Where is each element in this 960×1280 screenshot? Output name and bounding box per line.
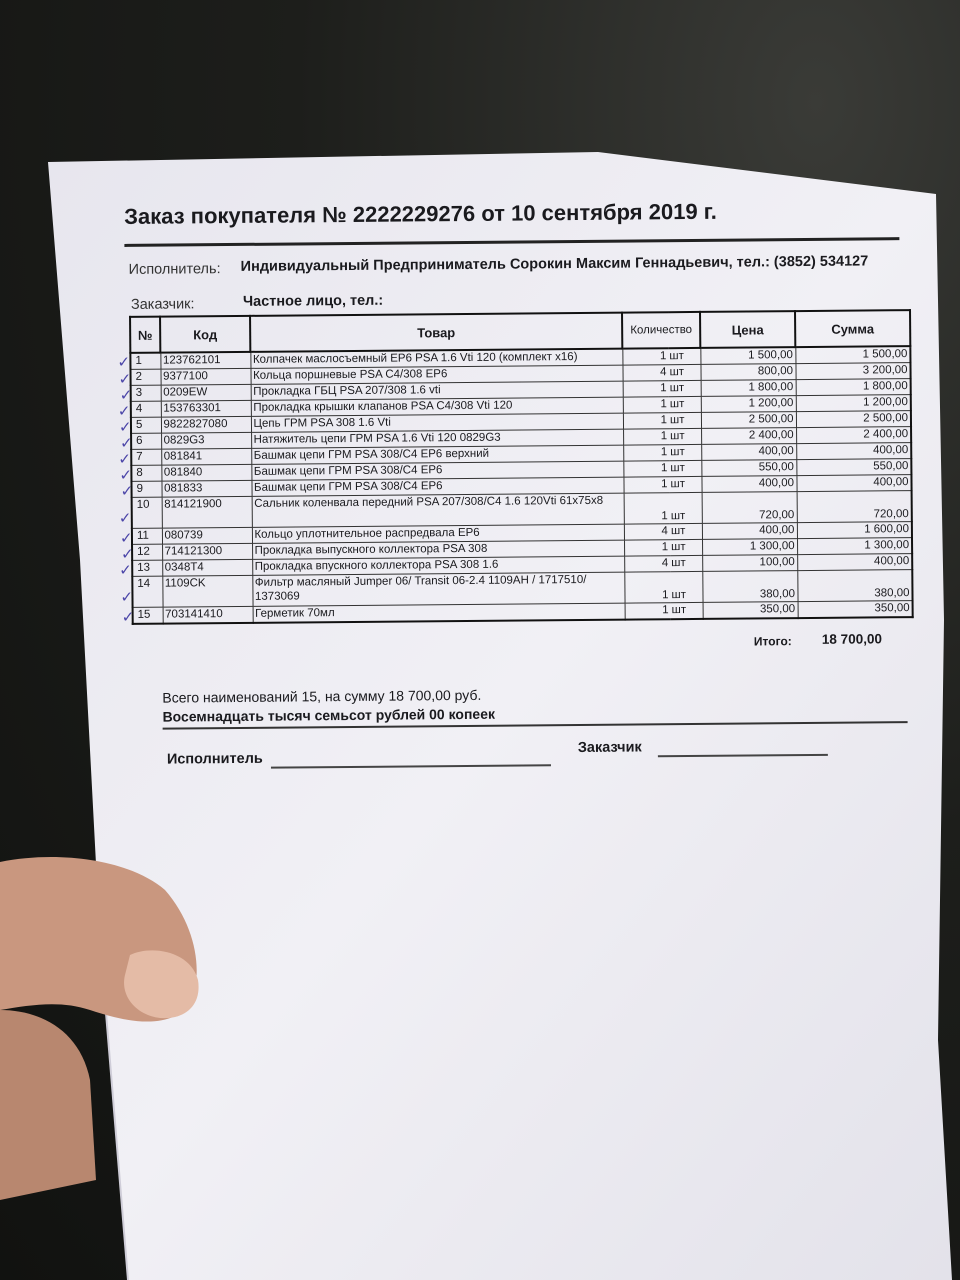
row-qty: 1 — [623, 445, 669, 461]
row-price: 380,00 — [702, 571, 797, 603]
row-unit: шт — [670, 555, 702, 571]
row-price: 720,00 — [702, 492, 797, 524]
row-unit: шт — [669, 428, 701, 444]
customer-label: Заказчик: — [130, 296, 195, 313]
header-code: Код — [160, 316, 250, 353]
row-sum: 1 200,00 — [796, 395, 911, 412]
row-qty: 4 — [624, 524, 670, 540]
row-code: 714121300 — [162, 543, 252, 560]
row-unit: шт — [671, 602, 703, 619]
row-unit: шт — [669, 460, 701, 476]
row-unit: шт — [670, 539, 702, 555]
document-title: Заказ покупателя № 2222229276 от 10 сентября 2019 г. — [124, 198, 717, 229]
row-sum: 400,00 — [796, 475, 911, 492]
row-code: 081833 — [161, 480, 251, 497]
row-sum: 1 300,00 — [797, 538, 912, 555]
checkmark-icon: ✓ — [117, 352, 131, 372]
row-name: Башмак цепи ГРМ PSA 308/C4 EP6 — [251, 461, 623, 480]
row-name: Прокладка ГБЦ PSA 207/308 1.6 vti — [251, 381, 623, 400]
row-qty: 1 — [623, 477, 669, 493]
row-price: 1 800,00 — [701, 380, 796, 397]
row-price: 350,00 — [703, 602, 798, 619]
row-code: 0829G3 — [161, 432, 251, 449]
row-qty: 1 — [625, 603, 671, 620]
row-sum: 1 800,00 — [796, 379, 911, 396]
checkmark-icon: ✓ — [120, 481, 134, 500]
row-number: 11 — [132, 528, 162, 544]
row-number: 9 — [131, 481, 161, 497]
header-num: № — [130, 317, 160, 353]
row-sum: 3 200,00 — [795, 363, 910, 380]
row-code: 0209EW — [161, 384, 251, 401]
row-name: Прокладка выпускного коллектора PSA 308 — [252, 540, 624, 559]
row-number: 12 — [132, 544, 162, 560]
row-price: 1 300,00 — [702, 539, 797, 556]
row-number: 1 — [130, 353, 160, 370]
row-price: 100,00 — [702, 555, 797, 572]
signature-customer-label: Заказчик — [577, 739, 642, 757]
checkmark-icon: ✓ — [117, 401, 131, 421]
executor-value: Индивидуальный Предприниматель Сорокин Максим Геннадьевич, тел.: (3852) 534127 — [240, 253, 869, 275]
row-number: 3 — [131, 385, 161, 401]
checkmark-icon: ✓ — [118, 449, 131, 469]
invoice-document — [118, 191, 913, 818]
row-number: 4 — [131, 401, 161, 417]
row-unit: шт — [669, 396, 701, 412]
row-number: 13 — [132, 560, 162, 576]
row-qty: 1 — [622, 348, 668, 365]
row-name: Прокладка впускного коллектора PSA 308 1.6 — [252, 556, 624, 575]
row-code: 080739 — [162, 527, 252, 544]
checkmark-icon: ✓ — [121, 544, 134, 563]
row-sum: 1 500,00 — [795, 346, 910, 364]
row-number: 7 — [131, 449, 161, 465]
row-number: 5 — [131, 417, 161, 433]
row-code: 081840 — [161, 464, 251, 481]
row-price: 550,00 — [701, 460, 796, 477]
row-sum: 720,00 — [797, 491, 912, 523]
row-name: Цепь ГРМ PSA 308 1.6 Vti — [251, 413, 623, 432]
row-code: 081841 — [161, 448, 251, 465]
row-price: 400,00 — [702, 523, 797, 540]
row-qty: 1 — [623, 461, 669, 477]
total-label: Итого: — [753, 634, 792, 649]
row-price: 400,00 — [701, 444, 796, 461]
total-value: 18 700,00 — [821, 631, 883, 647]
row-sum: 2 500,00 — [796, 411, 911, 428]
row-code: 1109CK — [162, 575, 252, 607]
checkmark-icon: ✓ — [120, 433, 133, 452]
row-price: 800,00 — [700, 364, 795, 381]
row-qty: 1 — [624, 540, 670, 556]
executor-label: Исполнитель: — [128, 261, 221, 278]
checkmark-icon: ✓ — [119, 560, 132, 580]
row-price: 400,00 — [701, 476, 796, 493]
row-sum: 380,00 — [797, 570, 912, 602]
row-number: 6 — [131, 433, 161, 449]
header-qty: Количество — [622, 312, 700, 349]
row-unit: шт — [669, 444, 701, 460]
row-unit: шт — [668, 348, 700, 365]
checkmark-icon: ✓ — [119, 385, 133, 404]
row-name: Башмак цепи ГРМ PSA 308/C4 EP6 верхний — [251, 445, 623, 464]
row-sum: 550,00 — [796, 459, 911, 476]
row-sum: 350,00 — [798, 601, 913, 619]
checkmark-icon: ✓ — [120, 587, 134, 606]
row-code: 123762101 — [160, 352, 250, 369]
row-qty: 1 — [623, 397, 669, 413]
row-price: 2 500,00 — [701, 412, 796, 429]
row-unit: шт — [670, 492, 702, 523]
checkmark-icon: ✓ — [118, 369, 132, 389]
row-unit: шт — [670, 523, 702, 539]
row-qty: 4 — [624, 556, 670, 572]
row-sum: 400,00 — [797, 554, 912, 571]
row-qty: 1 — [623, 429, 669, 445]
signature-executor-line — [271, 764, 551, 768]
row-name: Натяжитель цепи ГРМ PSA 1.6 Vti 120 0829G3 — [251, 429, 623, 448]
row-qty: 1 — [624, 493, 670, 524]
row-price: 1 200,00 — [701, 396, 796, 413]
row-name: Колпачек маслосъемный EP6 PSA 1.6 Vti 120 (комплект x16) — [250, 349, 622, 369]
row-unit: шт — [668, 364, 700, 380]
row-code: 0348T4 — [162, 559, 252, 576]
header-item: Товар — [250, 313, 622, 352]
checkmark-icon: ✓ — [121, 607, 135, 626]
summary-line: Всего наименований 15, на сумму 18 700,00 руб. — [162, 686, 482, 706]
row-code: 9377100 — [160, 368, 250, 385]
row-price: 2 400,00 — [701, 428, 796, 445]
row-name: Герметик 70мл — [253, 603, 625, 623]
row-number: 10 — [132, 497, 162, 528]
row-code: 153763301 — [161, 400, 251, 417]
row-name: Сальник коленвала передний PSA 207/308/C4 1.6 120Vti 61x75x8 — [252, 493, 624, 527]
title-underline — [124, 237, 899, 247]
row-price: 1 500,00 — [700, 347, 795, 364]
row-qty: 1 — [624, 572, 670, 603]
row-name: Кольцо уплотнительное распредвала EP6 — [252, 524, 624, 543]
row-code: 9822827080 — [161, 416, 251, 433]
row-code: 703141410 — [163, 606, 253, 623]
summary-words: Восемнадцать тысяч семьсот рублей 00 копеек — [162, 705, 496, 725]
checkmark-icon: ✓ — [119, 528, 133, 547]
row-name: Кольца поршневые PSA C4/308 EP6 — [250, 365, 622, 384]
row-name: Башмак цепи ГРМ PSA 308/C4 EP6 — [251, 477, 623, 496]
header-sum: Сумма — [795, 310, 910, 347]
row-number: 2 — [130, 369, 160, 385]
row-unit: шт — [669, 412, 701, 428]
row-number: 14 — [132, 576, 162, 607]
row-qty: 4 — [622, 365, 668, 381]
row-sum: 400,00 — [796, 443, 911, 460]
signature-executor-label: Исполнитель — [166, 750, 263, 768]
row-number: 8 — [131, 465, 161, 481]
row-sum: 2 400,00 — [796, 427, 911, 444]
row-name: Прокладка крышки клапанов PSA C4/308 Vti 120 — [251, 397, 623, 416]
row-qty: 1 — [623, 413, 669, 429]
row-name: Фильтр масляный Jumper 06/ Transit 06-2.4 1109AH / 1717510/ 1373069 — [252, 572, 624, 606]
checkmark-icon: ✓ — [118, 508, 132, 528]
items-table — [129, 309, 914, 625]
signature-customer-line — [658, 754, 828, 757]
row-unit: шт — [670, 571, 702, 602]
row-number: 15 — [133, 607, 163, 624]
checkmark-icon: ✓ — [118, 417, 132, 436]
row-sum: 1 600,00 — [797, 522, 912, 539]
customer-value: Частное лицо, тел.: — [242, 292, 384, 310]
row-unit: шт — [669, 476, 701, 492]
header-price: Цена — [700, 311, 795, 348]
row-qty: 1 — [623, 381, 669, 397]
row-unit: шт — [669, 380, 701, 396]
row-code: 814121900 — [162, 496, 252, 528]
checkmark-icon: ✓ — [119, 465, 133, 484]
